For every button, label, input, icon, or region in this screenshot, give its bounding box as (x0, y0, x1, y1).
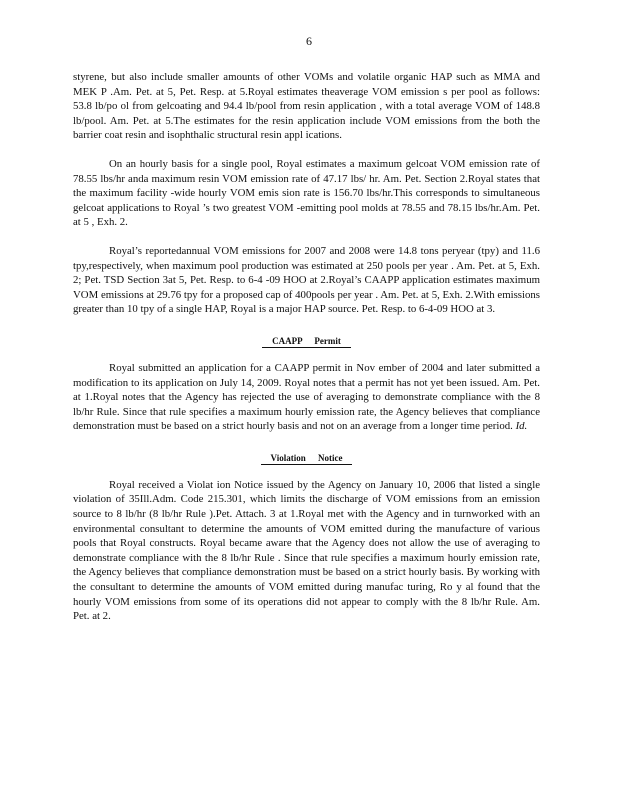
caapp-citation: Id. (515, 420, 528, 433)
caapp-paragraph-text: Royal submitted an application for a CAAPP permit in Nov ember of 2004 and later submitted a modification to its application on July 14, 2009. Royal notes that a permit has not yet been issued. Am. Pet. at 1.Royal notes that the Agency has rejected the use of averaging to demonstrate compliance with the 8 lb/hr Rule. Since that rule specifies a maximum hourly emission rate, the Agency believes that compliance demonstration must be based on a strict hourly basis and not on an average from a longer time period. (73, 361, 543, 433)
paragraph-hourly-rates: On an hourly basis for a single pool, Royal estimates a maximum gelcoat VOM emission rate of 78.55 lbs/hr anda maximum resin VOM emission rate of 47.17 lbs/ hr. Am. Pet. Section 2.Royal states that the maximum facility -wide hourly VOM emis sion rate is 156.70 lbs/hr.This corresponds to simultaneous gelcoat applications to Royal ’s two greatest VOM -emitting pool molds at 78.55 and 78.15 lbs/hr.Am. Pet. at 5 , Exh. 2. (73, 157, 543, 229)
section-heading-violation-wrap (73, 448, 540, 466)
page-number: 6 (306, 34, 312, 48)
paragraph-violation: Royal received a Violat ion Notice issued by the Agency on January 10, 2006 that listed a single violation of 35Ill.Adm. Code 215.301, which limits the discharge of VOM emissions from an emission source to 8 lb/hr (8 lb/hr Rule ).Pet. Attach. 3 at 1.Royal met with the Agency and in turnworked with an environmental consultant to determine the amounts of VOM emitted during the manufacture of various pools that Royal constructs. Royal became aware that the Agency does not allow the use of averaging to demonstrate compliance with the 8 lb/hr Rule . Since that rule specifies a maximum hourly emission rate, the Agency believes that compliance demonstration must be based on a strict hourly basis. By working with the consultant to determine the amounts of VOM emitted during manufac turing, Ro y al found that the hourly VOM emissions from some of its operations did not appear to comply with the 8 lb/hr Rule. Am. Pet. at 2. (73, 478, 543, 623)
paragraph-caapp (73, 361, 543, 434)
section-heading-caapp: CAAPP Permit (262, 336, 351, 348)
paragraph-annual-emissions: Royal’s reportedannual VOM emissions for 2007 and 2008 were 14.8 tons peryear (tpy) and 11.6 tpy,respectively, when maximum pool production was estimated at 250 pools per year . Am. Pet. at 5, Exh. 2; Pet. TSD Section 3at 5, Pet. Resp. to 6-4 -09 HOO at 2.Royal’s CAAPP application estimates maximum VOM emissions at 29.76 tpy for a proposed cap of 400pools per year . Am. Pet. at 5, Exh. 2.With emissions greater than 10 tpy of a single HAP, Royal is a major HAP source. Pet. Resp. to 6-4-09 HOO at 3. (73, 244, 543, 316)
section-heading-caapp-wrap (73, 331, 540, 349)
paragraph-styrene: styrene, but also include smaller amounts of other VOMs and volatile organic HAP such as MMA and MEK P .Am. Pet. at 5, Pet. Resp. at 5.Royal estimates theaverage VOM emission s per pool as follows: 53.8 lb/po ol from gelcoating and 94.4 lb/pool from resin application , with a total average VOM of 148.8 lb/pool. Am. Pet. at 5.The estimates for the resin application include VOM emissions from the both the barrier coat resin and isophthalic structural resin appl ications. (73, 71, 543, 142)
document-body (73, 70, 543, 638)
section-heading-violation: Violation Notice (261, 453, 353, 465)
